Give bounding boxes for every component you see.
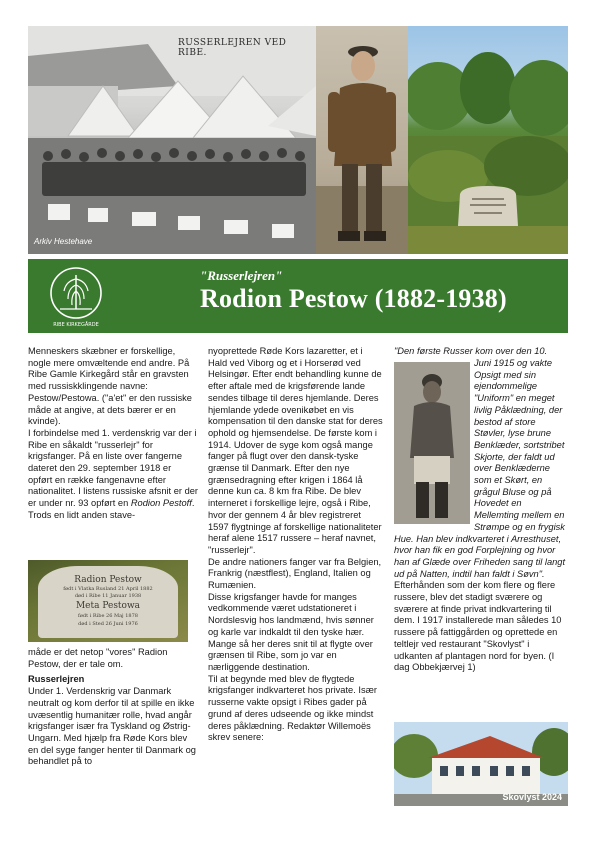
photo-caption-skovlyst: Skovlyst 2024 xyxy=(502,792,562,802)
gravestone-line-2: født i Vlatka Rusland 21 April 1882 xyxy=(63,586,153,592)
col1-p2-text-c: . Trods en lidt anden stave- xyxy=(28,498,195,520)
photo-credit: Arkiv Hestehave xyxy=(34,237,93,246)
gravestone-line-6: død i Sted 26 Juni 1976 xyxy=(78,621,138,627)
gravestone-line-5: født i Ribe 26 Maj 1878 xyxy=(78,613,138,619)
banner-kicker: "Russerlejren" xyxy=(200,268,283,283)
col1-p2-name: Rodion Pestoff xyxy=(130,498,192,509)
column-1-bottom xyxy=(28,647,198,768)
quote-text: Juni 1915 og vakte Opsigt med sin ejendommelige "Uniform" en meget livlig Påklædning, der bestod af store Støvler, lyse brune Benklæder, sortstribet Skjorte, der faldt ud over Benklæderne som et Skørt, en grågul Bluse og på Hovedet en Mellemting mellem en Strømpe og en frygisk Hue. Han blev indkvarteret i Arresthuset, hvor han fik en god Forplejning og hvor han af Glæde over Friheden sang til langt ud på Natten, indtil han faldt i Søvn". xyxy=(394,358,566,579)
page-title: Rodion Pestow (1882-1938) xyxy=(200,284,507,313)
memorial-garden-illustration xyxy=(408,26,568,254)
col2-paragraph-1: nyoprettede Røde Kors lazaretter, et i Hald ved Viborg og et i Horserød ved Helsingør. Efter endt behandling kunne de efter aftale med de krigsførende lande sendes tilbage til deres hjemlande. Deres hjemlande ydede ovenikøbet en vis kompensation til den danske stat for deres ophold og hjemsendelse. De første kom i 1914. Udover de syge kom også mange fanger på flugt over den dansk-tyske grænse til Danmark. Efter den nye grænsedragning efter krigen i 1864 lå denne kun ca. 8 km fra Ribe. De blev interneret i forskellige lejre, også i Ribe, hvor der gennem 4 år blev registreret 1597 flygtninge af forskellige nationaliteter heraf alene 1517 russere – heraf navnet, "russerlejr". xyxy=(208,346,383,555)
column-3 xyxy=(394,346,568,358)
gravestone-line-4: Meta Pestowa xyxy=(75,601,141,611)
quote-block xyxy=(394,358,568,674)
photo-russian-camp xyxy=(28,26,316,254)
photo-memorial-stone xyxy=(408,26,568,254)
col1-p2-text-a: I forbindelse med 1. verdenskrig var der i Ribe en såkaldt "russerlejr" for krigsfanger. På en liste over fangerne dateret den 29. september 1918 er opført en række fangenavne efter nationalitet. I listens russiske afsnit er der er under nr. 93 opført en xyxy=(28,427,199,509)
column-1-top xyxy=(28,346,198,522)
gravestone-line-1: Radion Pestow xyxy=(74,575,142,585)
photo-gravestone xyxy=(28,560,188,642)
logo-text: RIBE KIRKEGÅRDE xyxy=(53,322,99,328)
col3-paragraph-2: Efterhånden som der kom flere og flere russere, blev det stadigt sværere og sværere at finde privat indkvartering til dem. I 1917 installerede man således 10 russere på fattiggården og oprettede en teltlejr ved restaurant "Skovlyst" i udkanten af plantagen nord for byen. (I dag Obbekjærvej 1) xyxy=(394,580,562,673)
image-float-spacer xyxy=(394,358,474,526)
gravestone-face xyxy=(38,566,178,638)
gravestone-line-3: død i Ribe 11 Januar 1938 xyxy=(74,593,142,599)
column-2 xyxy=(208,346,384,744)
camp-scene-illustration xyxy=(28,26,316,254)
camp-sign-text: RUSSERLEJREN VED RIBE. xyxy=(178,38,287,58)
photo-rodion-pestow xyxy=(316,26,408,254)
col2-paragraph-4: Til at begynde med blev de flygtede krigsfanger indkvarteret hos private. Især russerne vakte opsigt i Ribes gader på grund af deres udseende og ikke mindst deres påklædning. Redaktør Willemoës skrev senere: xyxy=(208,673,377,743)
quote-first-line: "Den første Russer kom over den 10. xyxy=(394,346,548,356)
ribe-kirkegaarde-logo-icon xyxy=(46,263,106,329)
man-portrait-illustration xyxy=(316,26,408,254)
section-heading-russerlejren: Russerlejren xyxy=(28,674,85,685)
col1-paragraph-3: måde er det netop "vores" Radion Pestow, der er tale om. xyxy=(28,647,168,669)
col2-paragraph-3: Disse krigsfanger havde for manges vedkommende været udstationeret i Nordslesvig hos landmænd, hvis sønner og karle var indkaldt til den tyske hær. Mange så her deres snit til at flygte over grænsen til Ribe, som jo var en nærliggende destination. xyxy=(208,591,374,672)
col1-paragraph-1: Menneskers skæbner er forskellige, nogle mere omvæltende end andre. På Ribe Gamle Kirkegård står en gravsten med russiskklingende navne: Pestow/Pestowa. ("a'et" er den russiske måde at angive, at dets bærer er en kvinde). xyxy=(28,346,192,427)
col1-paragraph-2 xyxy=(28,428,198,522)
photo-skovlyst xyxy=(394,722,568,806)
title-banner xyxy=(28,259,568,333)
col2-paragraph-2: De andre nationers fanger var fra Belgien, Frankrig (næstflest), England, Italien og Rumænien. xyxy=(208,556,382,591)
col1-paragraph-4: Under 1. Verdenskrig var Danmark neutralt og kom derfor til at spille en ikke uvæsentlig humanitær rolle, hvad angår krigsfanger især fra Tyskland og Østrig-Ungarn. Med hjælp fra Røde Kors blev en del syge fanger henter til Danmark og behandlet på to xyxy=(28,686,196,767)
